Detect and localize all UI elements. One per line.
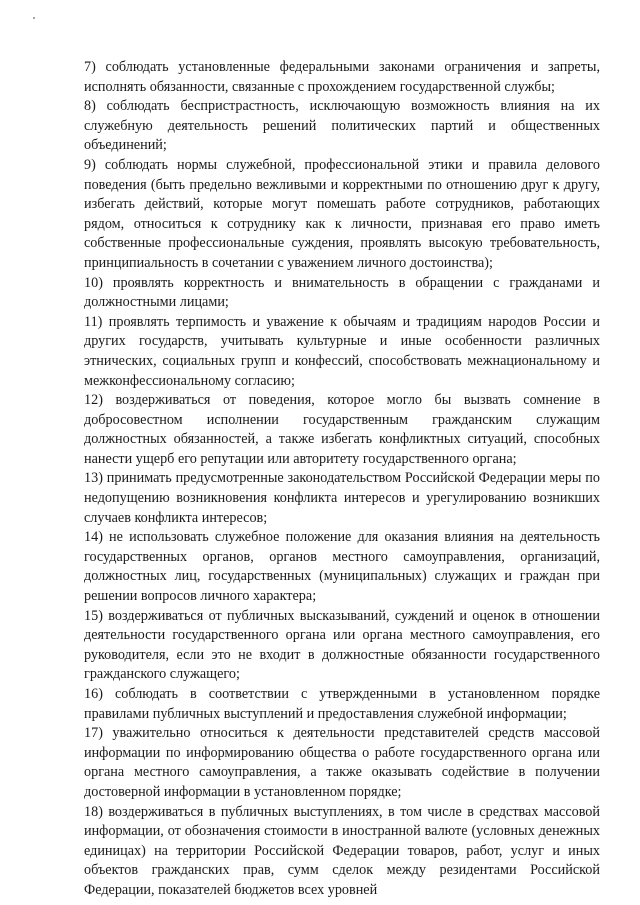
list-item-17: 17) уважительно относиться к деятельности представителей средств массовой информации по информированию общества о работе государственного органа или органа местного самоуправления, а также оказывать содействие в получении достоверной информации в установленном порядке; (84, 725, 600, 800)
list-item-16: 16) соблюдать в соответствии с утвержденными в установленном порядке правилами публичных выступлений и предоставления служебной информации; (84, 686, 600, 722)
list-item-15: 15) воздерживаться от публичных высказываний, суждений и оценок в отношении деятельности государственного органа или органа местного самоуправления, его руководителя, если это не входит в должностные обязанности государственного гражданского служащего; (84, 607, 600, 683)
list-item-7: 7) соблюдать установленные федеральными законами ограничения и запреты, исполнять обязанности, связанные с прохождением государственной службы; (84, 59, 600, 95)
list-item-12: 12) воздерживаться от поведения, которое могло бы вызвать сомнение в добросовестном исполнении государственным гражданским служащим должностных обязанностей, а также избегать конфликтных ситуаций, способных нанести ущерб его репутации или авторитету государственного органа; (84, 392, 600, 467)
list-item-13: 13) принимать предусмотренные законодательством Российской Федерации меры по недопущению возникновения конфликта интересов и урегулированию возникших случаев конфликта интересов; (84, 470, 600, 526)
list-item-10: 10) проявлять корректность и внимательность в обращении с гражданами и должностными лицами; (84, 274, 600, 311)
scan-speck (33, 17, 35, 19)
list-item-9: 9) соблюдать нормы служебной, профессиональной этики и правила делового поведения (быть предельно вежливыми и корректными по отношению друг к другу, избегать действий, которые могут помешать работе сотрудников, работающих рядом, относиться к сотруднику как к личности, признавая его право иметь собственные профессиональные суждения, проявлять высокую требовательность, принципиальность в сочетании с уважением личного достоинства); (84, 156, 600, 271)
list-item-8: 8) соблюдать беспристрастность, исключающую возможность влияния на их служебную деятельность решений политических партий и общественных объединений; (84, 98, 600, 154)
list-item-14: 14) не использовать служебное положение для оказания влияния на деятельность государственных органов, органов местного самоуправления, организаций, должностных лиц, государственных (муниципальных) служащих и граждан при решении вопросов личного характера; (84, 529, 600, 605)
document-body (84, 58, 600, 901)
list-item-11: 11) проявлять терпимость и уважение к обычаям и традициям народов России и других государств, учитывать культурные и иные особенности различных этнических, социальных групп и конфессий, способствовать межнациональному и межконфессиональному согласию; (84, 313, 600, 389)
list-item-18: 18) воздерживаться в публичных выступлениях, в том числе в средствах массовой информации, от обозначения стоимости в иностранной валюте (условных денежных единицах) на территории Российской Федерации товаров, работ, услуг и иных объектов гражданских прав, сумм сделок между резидентами Российской Федерации, показателей бюджетов всех уровней (84, 803, 600, 898)
